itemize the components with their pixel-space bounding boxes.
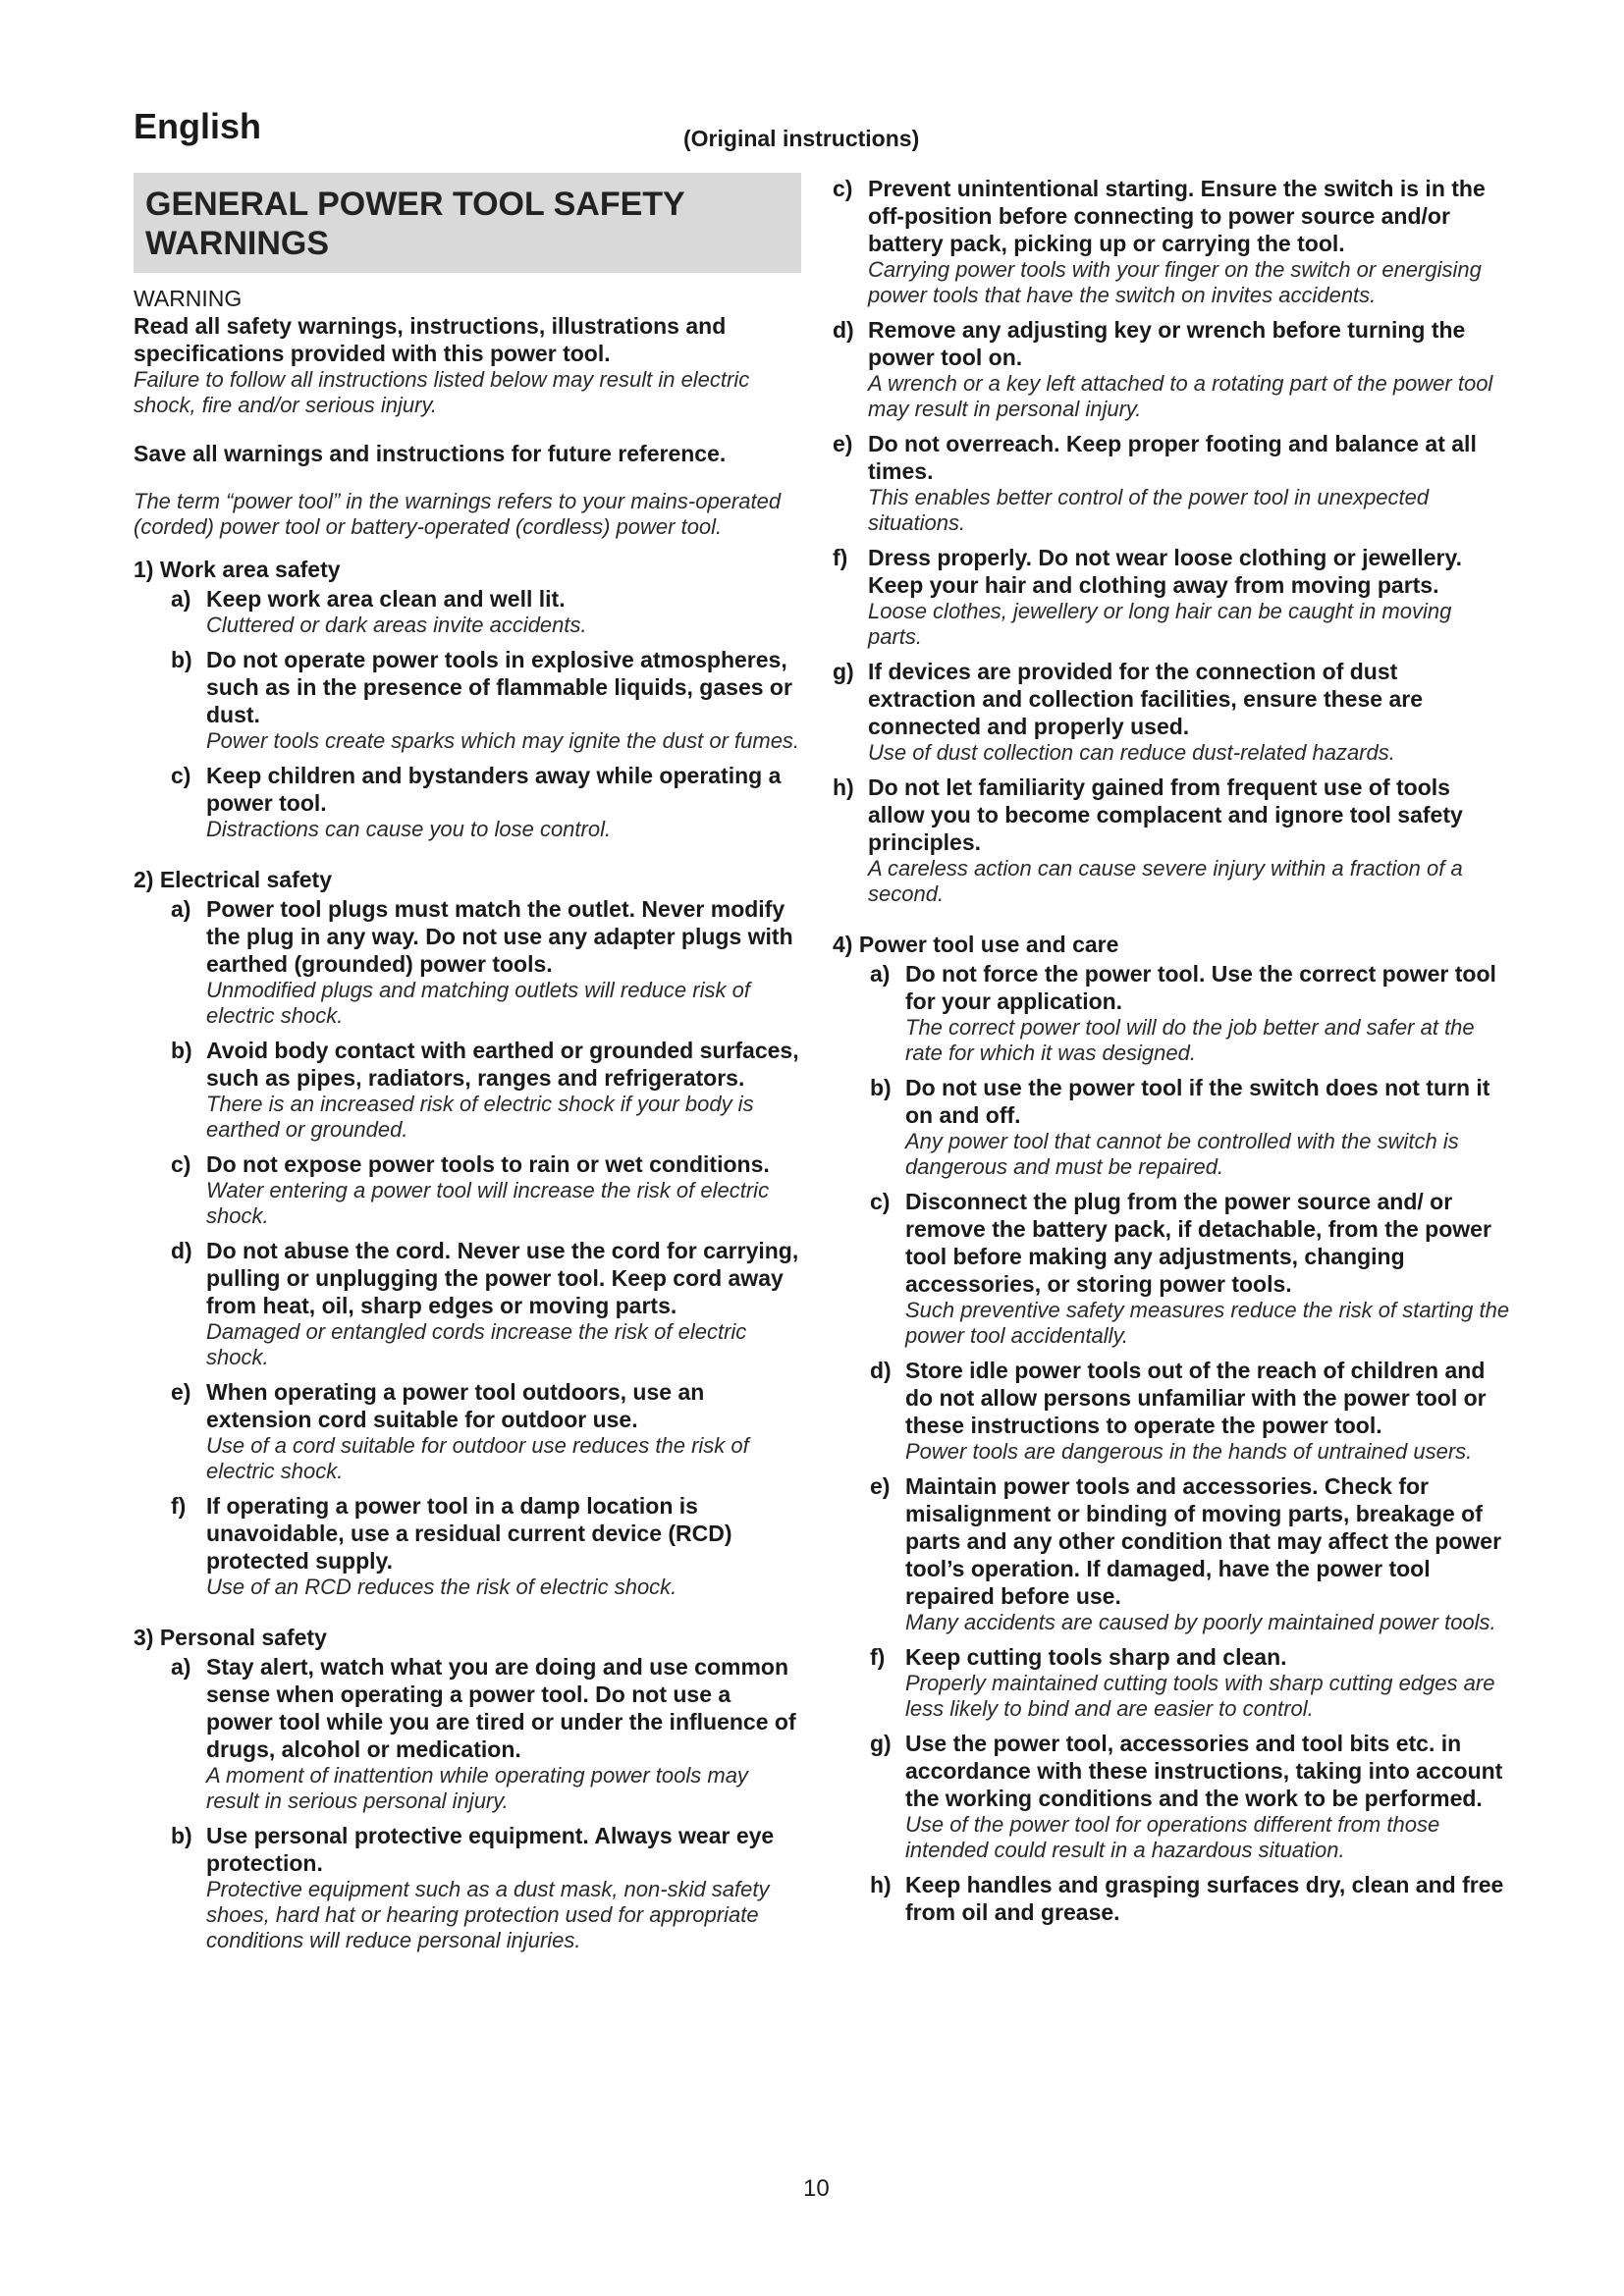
item-explanation: Power tools are dangerous in the hands of untrained users. bbox=[905, 1439, 1473, 1464]
item-instruction: When operating a power tool outdoors, use an extension cord suitable for outdoor use. bbox=[206, 1379, 705, 1432]
item-instruction: Keep children and bystanders away while operating a power tool. bbox=[206, 763, 782, 816]
section-heading: 1) Work area safety bbox=[134, 557, 341, 582]
item-explanation: Use of an RCD reduces the risk of electric shock. bbox=[206, 1575, 677, 1599]
item-instruction: Dress properly. Do not wear loose clothing or jewellery. Keep your hair and clothing away from moving parts. bbox=[868, 545, 1462, 598]
item-letter: c) bbox=[171, 763, 191, 788]
section-personal-safety bbox=[134, 1624, 801, 1953]
item-explanation: Carrying power tools with your finger on the switch or energising power tools that have the switch on invites accidents. bbox=[868, 257, 1482, 307]
item-explanation: A wrench or a key left attached to a rotating part of the power tool may result in personal injury. bbox=[868, 371, 1493, 421]
item-instruction: Stay alert, watch what you are doing and use common sense when operating a power tool. Do not use a power tool while you are tired or under the influence of drugs, alcohol or medication. bbox=[206, 1654, 796, 1762]
item-letter: h) bbox=[833, 774, 854, 800]
item-instruction: Store idle power tools out of the reach of children and do not allow persons unfamiliar with the power tool or these instructions to operate the power tool. bbox=[905, 1358, 1487, 1438]
item-letter: a) bbox=[870, 961, 891, 987]
section-power-tool-use-and-care bbox=[833, 931, 1510, 1926]
language-label: English bbox=[134, 106, 262, 146]
item-instruction: Avoid body contact with earthed or grounded surfaces, such as pipes, radiators, ranges and refrigerators. bbox=[206, 1038, 799, 1091]
save-note: Save all warnings and instructions for future reference. bbox=[134, 441, 727, 466]
list-item bbox=[833, 175, 1510, 308]
list-item bbox=[171, 1492, 801, 1600]
list-item bbox=[833, 544, 1510, 650]
list-item bbox=[870, 1871, 1510, 1926]
item-instruction: Disconnect the plug from the power source and/ or remove the battery pack, if detachable, from the power tool before making any adjustments, changing accessories, or storing power tools. bbox=[905, 1189, 1491, 1297]
warning-label: WARNING bbox=[134, 286, 243, 311]
item-letter: c) bbox=[171, 1151, 191, 1177]
item-instruction: If operating a power tool in a damp location is unavoidable, use a residual current device (RCD) protected supply. bbox=[206, 1493, 732, 1574]
list-item bbox=[171, 895, 801, 1029]
section-electrical-safety bbox=[134, 866, 801, 1600]
list-item bbox=[870, 1188, 1510, 1349]
item-instruction: Do not use the power tool if the switch does not turn it on and off. bbox=[905, 1075, 1490, 1128]
item-explanation: Unmodified plugs and matching outlets will reduce risk of electric shock. bbox=[206, 978, 750, 1028]
list-item bbox=[171, 1237, 801, 1370]
left-column bbox=[134, 173, 801, 1961]
item-explanation: Properly maintained cutting tools with sharp cutting edges are less likely to bind and are easier to control. bbox=[905, 1671, 1495, 1721]
item-letter: h) bbox=[870, 1872, 892, 1897]
item-letter: d) bbox=[833, 317, 854, 343]
section-heading: 2) Electrical safety bbox=[134, 867, 333, 892]
item-explanation: The correct power tool will do the job better and safer at the rate for which it was designed. bbox=[905, 1015, 1475, 1065]
list-item bbox=[833, 774, 1510, 907]
item-letter: a) bbox=[171, 586, 191, 612]
list-item bbox=[171, 1653, 801, 1814]
item-letter: b) bbox=[171, 647, 192, 672]
item-instruction: Do not overreach. Keep proper footing and balance at all times. bbox=[868, 431, 1477, 484]
item-letter: b) bbox=[870, 1075, 892, 1100]
item-explanation: Cluttered or dark areas invite accidents. bbox=[206, 613, 587, 637]
item-instruction: Do not force the power tool. Use the correct power tool for your application. bbox=[905, 961, 1496, 1014]
item-instruction: Keep cutting tools sharp and clean. bbox=[905, 1644, 1287, 1670]
item-explanation: Water entering a power tool will increase the risk of electric shock. bbox=[206, 1178, 770, 1228]
item-explanation: Power tools create sparks which may ignite the dust or fumes. bbox=[206, 728, 800, 753]
item-explanation: Many accidents are caused by poorly maintained power tools. bbox=[905, 1610, 1496, 1634]
list-item bbox=[171, 762, 801, 842]
item-letter: b) bbox=[171, 1038, 192, 1063]
item-explanation: Such preventive safety measures reduce the risk of starting the power tool accidentally. bbox=[905, 1298, 1510, 1348]
section-personal-safety-continued bbox=[833, 175, 1510, 907]
item-explanation: A moment of inattention while operating power tools may result in serious personal injury. bbox=[206, 1763, 748, 1813]
item-letter: f) bbox=[171, 1493, 187, 1519]
item-instruction: Keep work area clean and well lit. bbox=[206, 586, 566, 612]
item-instruction: Use the power tool, accessories and tool bits etc. in accordance with these instructions, taking into account the working conditions and the work to be performed. bbox=[905, 1731, 1503, 1811]
item-instruction: Do not operate power tools in explosive atmospheres, such as in the presence of flammable liquids, gases or dust. bbox=[206, 647, 792, 727]
item-explanation: Loose clothes, jewellery or long hair can be caught in moving parts. bbox=[868, 599, 1452, 649]
item-explanation: A careless action can cause severe injury within a fraction of a second. bbox=[868, 856, 1463, 906]
warning-consequence: Failure to follow all instructions listed below may result in electric shock, fire and/or serious injury. bbox=[134, 367, 750, 417]
item-explanation: Use of a cord suitable for outdoor use reduces the risk of electric shock. bbox=[206, 1433, 749, 1483]
item-letter: d) bbox=[171, 1238, 192, 1263]
original-instructions-label: (Original instructions) bbox=[683, 126, 920, 151]
item-letter: g) bbox=[833, 659, 854, 684]
item-explanation: Any power tool that cannot be controlled with the switch is dangerous and must be repaired. bbox=[905, 1129, 1459, 1179]
right-column bbox=[833, 175, 1510, 1934]
item-instruction: Maintain power tools and accessories. Check for misalignment or binding of moving parts, breakage of parts and any other condition that may affect the power tool’s operation. If damaged, have the power tool repaired before use. bbox=[905, 1473, 1502, 1609]
list-item bbox=[171, 646, 801, 754]
item-letter: e) bbox=[171, 1379, 191, 1405]
item-instruction: If devices are provided for the connection of dust extraction and collection facilities, ensure these are connected and properly used. bbox=[868, 659, 1423, 739]
section-heading: 3) Personal safety bbox=[134, 1625, 327, 1650]
list-item bbox=[171, 1822, 801, 1953]
list-item bbox=[833, 658, 1510, 766]
item-instruction: Prevent unintentional starting. Ensure the switch is in the off-position before connecting to power source and/or battery pack, picking up or carrying the tool. bbox=[868, 176, 1486, 256]
item-letter: f) bbox=[870, 1644, 886, 1670]
section-banner: GENERAL POWER TOOL SAFETY WARNINGS bbox=[134, 173, 801, 273]
item-letter: b) bbox=[171, 1823, 192, 1848]
item-letter: e) bbox=[833, 431, 853, 456]
warning-text: Read all safety warnings, instructions, illustrations and specifications provided with this power tool. bbox=[134, 313, 727, 366]
item-instruction: Keep handles and grasping surfaces dry, clean and free from oil and grease. bbox=[905, 1872, 1504, 1925]
list-item bbox=[870, 1472, 1510, 1635]
list-item bbox=[833, 430, 1510, 536]
list-item bbox=[870, 1357, 1510, 1465]
item-letter: c) bbox=[870, 1189, 891, 1214]
item-letter: a) bbox=[171, 1654, 191, 1680]
page-number: 10 bbox=[803, 2175, 830, 2202]
item-instruction: Do not let familiarity gained from frequent use of tools allow you to become complacent and ignore tool safety principles. bbox=[868, 774, 1463, 855]
item-explanation: Protective equipment such as a dust mask, non-skid safety shoes, hard hat or hearing protection used for appropriate conditions will reduce personal injuries. bbox=[206, 1877, 770, 1952]
list-item bbox=[870, 1643, 1510, 1722]
item-letter: d) bbox=[870, 1358, 892, 1383]
item-instruction: Do not expose power tools to rain or wet conditions. bbox=[206, 1151, 770, 1177]
item-instruction: Remove any adjusting key or wrench before turning the power tool on. bbox=[868, 317, 1466, 370]
list-item bbox=[171, 1037, 801, 1143]
item-letter: a) bbox=[171, 896, 191, 922]
term-note: The term “power tool” in the warnings refers to your mains-operated (corded) power tool or battery-operated (cordless) power tool. bbox=[134, 489, 782, 539]
list-item bbox=[833, 316, 1510, 422]
list-item bbox=[171, 1378, 801, 1484]
list-item bbox=[171, 1150, 801, 1229]
list-item bbox=[870, 1074, 1510, 1180]
item-letter: c) bbox=[833, 176, 853, 201]
item-explanation: Use of dust collection can reduce dust-related hazards. bbox=[868, 740, 1395, 765]
item-instruction: Do not abuse the cord. Never use the cord for carrying, pulling or unplugging the power tool. Keep cord away from heat, oil, sharp edges or moving parts. bbox=[206, 1238, 799, 1318]
item-explanation: This enables better control of the power tool in unexpected situations. bbox=[868, 485, 1430, 535]
item-instruction: Use personal protective equipment. Always wear eye protection. bbox=[206, 1823, 775, 1876]
list-item bbox=[171, 585, 801, 638]
list-item bbox=[870, 1730, 1510, 1863]
item-explanation: Distractions can cause you to lose control. bbox=[206, 817, 612, 841]
section-heading: 4) Power tool use and care bbox=[833, 932, 1119, 957]
section-work-area-safety bbox=[134, 556, 801, 842]
item-explanation: Damaged or entangled cords increase the risk of electric shock. bbox=[206, 1319, 747, 1369]
item-letter: e) bbox=[870, 1473, 891, 1499]
list-item bbox=[870, 960, 1510, 1066]
item-explanation: There is an increased risk of electric shock if your body is earthed or grounded. bbox=[206, 1092, 754, 1142]
item-explanation: Use of the power tool for operations different from those intended could result in a hazardous situation. bbox=[905, 1812, 1440, 1862]
item-instruction: Power tool plugs must match the outlet. Never modify the plug in any way. Do not use any adapter plugs with earthed (grounded) power tools. bbox=[206, 896, 793, 977]
item-letter: f) bbox=[833, 545, 848, 570]
item-letter: g) bbox=[870, 1731, 892, 1756]
